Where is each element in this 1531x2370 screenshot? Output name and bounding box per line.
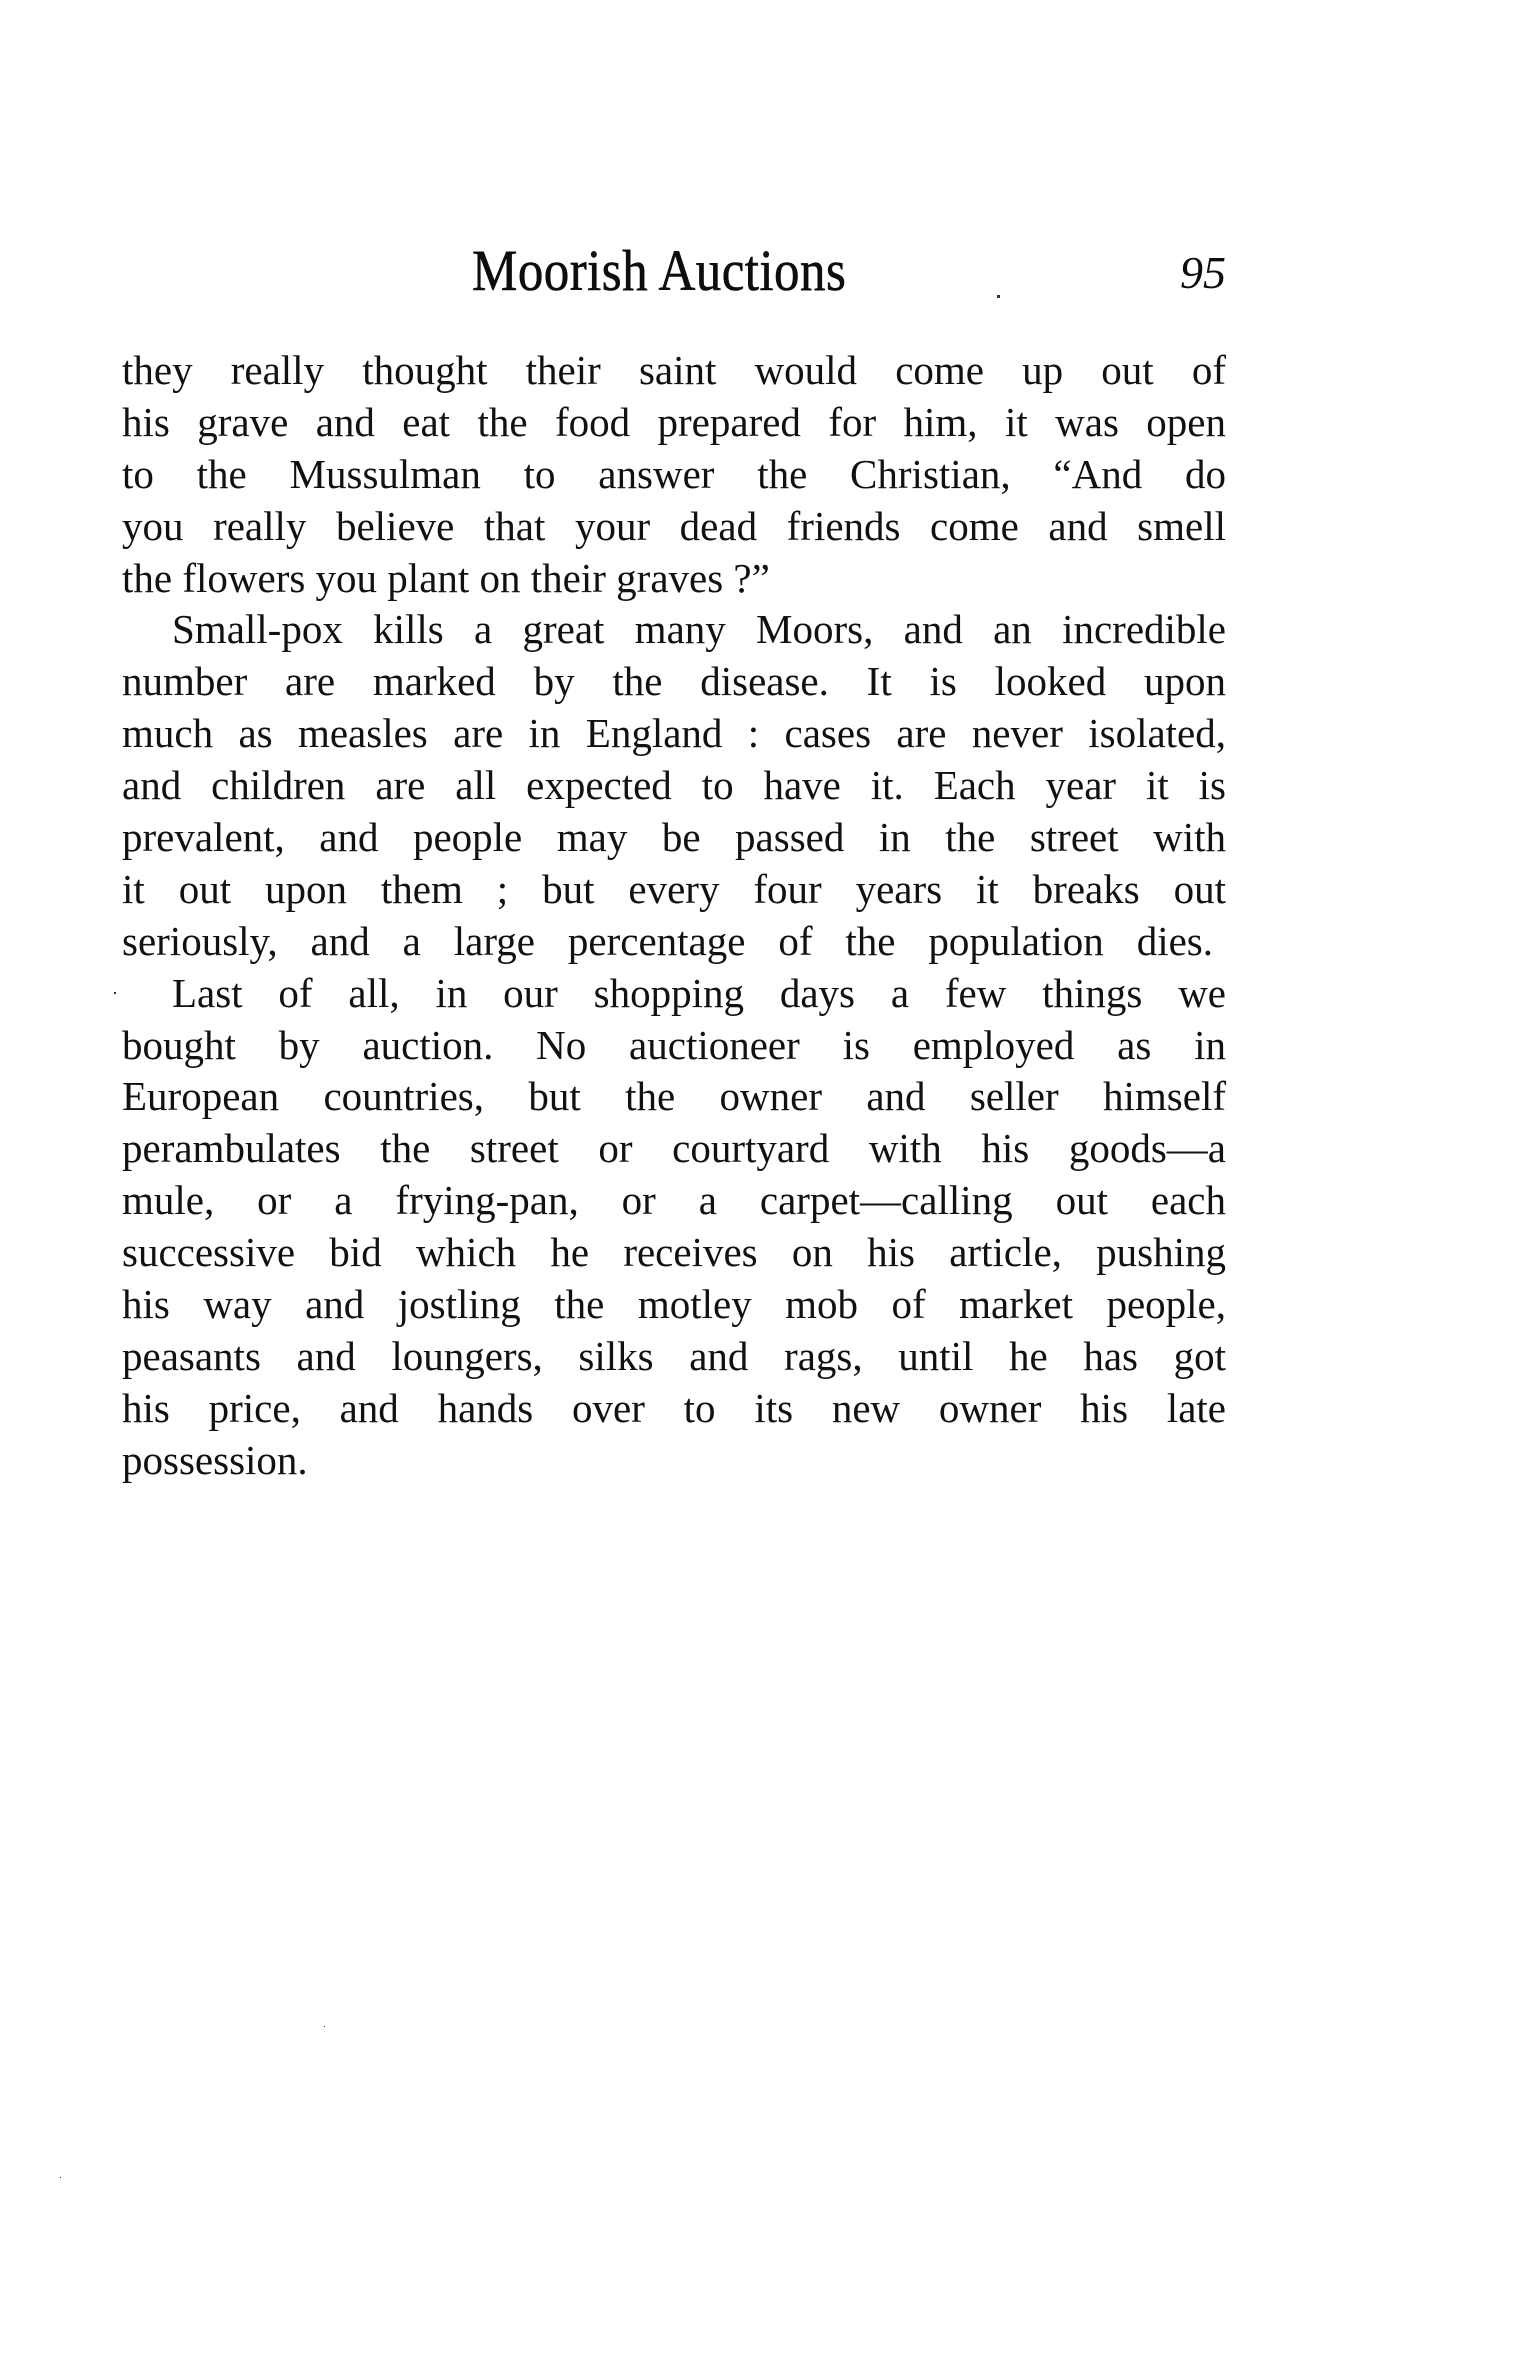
text-line: perambulates the street or courtyard with his goods—a: [122, 1125, 1226, 1172]
text-line: mule, or a frying-pan, or a carpet—calling out each: [122, 1177, 1226, 1224]
text-line: his grave and eat the food prepared for him, it was open: [122, 398, 1226, 445]
text-line: you really believe that your dead friends come and smell: [122, 502, 1226, 549]
text-line: to the Mussulman to answer the Christian, “And do: [122, 450, 1226, 497]
text-line: his price, and hands over to its new owner his late: [122, 1384, 1226, 1431]
text-line: it out upon them ; but every four years it breaks out: [122, 865, 1226, 912]
text-line: European countries, but the owner and seller himself: [122, 1073, 1226, 1120]
paragraph-2: [122, 604, 1226, 967]
text-line: and children are all expected to have it. Each year it is: [122, 762, 1226, 809]
text-line: much as measles are in England : cases are never isolated,: [122, 710, 1226, 757]
page-number: 95: [1180, 247, 1226, 298]
text-line: Small-pox kills a great many Moors, and an incredible: [172, 606, 1226, 653]
text-line: successive bid which he receives on his article, pushing: [122, 1229, 1226, 1276]
text-line: number are marked by the disease. It is looked upon: [122, 658, 1226, 705]
scan-speck: [114, 992, 116, 994]
text-line: the flowers you plant on their graves ?”: [122, 554, 770, 601]
running-head-title: Moorish Auctions: [472, 238, 847, 303]
text-line: possession.: [122, 1436, 308, 1483]
text-line: bought by auction. No auctioneer is employed as in: [122, 1021, 1226, 1068]
text-line: seriously, and a large percentage of the population dies.: [122, 917, 1213, 964]
body-text: [122, 345, 1226, 1487]
text-line: his way and jostling the motley mob of market people,: [122, 1281, 1226, 1328]
text-line: peasants and loungers, silks and rags, until he has got: [122, 1332, 1226, 1379]
scan-speck: [324, 2026, 325, 2027]
text-line: prevalent, and people may be passed in the street with: [122, 814, 1226, 861]
paragraph-1: [122, 345, 1226, 604]
text-line: they really thought their saint would come up out of: [122, 347, 1226, 393]
text-line: Last of all, in our shopping days a few things we: [172, 969, 1226, 1016]
paragraph-3: [122, 968, 1226, 1487]
scan-speck: [60, 2177, 61, 2178]
scan-speck: [997, 295, 1000, 298]
